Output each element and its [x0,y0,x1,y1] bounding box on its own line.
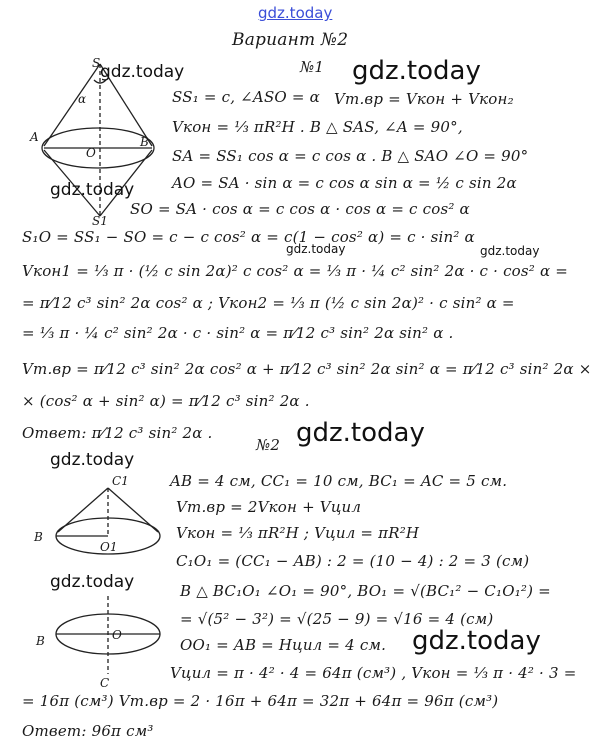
p2-line-7: OO₁ = AB = Hцил = 4 см. [180,636,387,654]
p1-line-3: Vкон = ⅓ πR²H . В △ SAS, ∠A = 90°, [172,118,463,136]
watermark: gdz.today [100,62,185,82]
p1-line-2: Vт.вр = Vкон + Vкон₂ [334,90,514,108]
problem1-number: №1 [300,58,325,76]
watermark: gdz.today [50,450,135,470]
p1-line-8: Vкон1 = ⅓ π · (½ c sin 2α)² c cos² α = ⅓ π · ¼ c² sin² 2α · c · cos² α = [22,262,569,280]
problem2-figure-1 [38,480,178,570]
label-b-fig2: B [36,634,45,648]
p2-line-1: AB = 4 см, CC₁ = 10 см, BC₁ = AC = 5 см. [170,472,508,490]
watermark: gdz.today [480,244,540,258]
label-c1: C1 [112,474,129,488]
problem2-number: №2 [256,436,281,454]
label-o-fig2: O [112,628,122,642]
label-b-fig1: B [34,530,43,544]
label-o1: O1 [100,540,118,554]
watermark: gdz.today [296,418,425,448]
p2-line-2: Vт.вр = 2Vкон + Vцил [176,498,362,516]
watermark: gdz.today [50,572,135,592]
p2-line-4: C₁O₁ = (CC₁ − AB) : 2 = (10 − 4) : 2 = 3 (см) [176,552,530,570]
label-b: B [140,135,149,149]
site-header-link[interactable]: gdz.today [258,4,333,22]
label-angle: α [78,92,87,106]
p1-line-5: AO = SA · sin α = c cos α sin α = ½ c sin 2α [172,174,517,192]
label-a: A [30,130,39,144]
p1-line-6: SO = SA · cos α = c cos α · cos α = c cos² α [130,200,470,218]
problem2-figure-2 [44,592,174,682]
p2-line-6: = √(5² − 3²) = √(25 − 9) = √16 = 4 (см) [180,610,494,628]
p1-line-11: Vт.вр = π⁄12 c³ sin² 2α cos² α + π⁄12 c³ sin² 2α sin² α = π⁄12 c³ sin² 2α × [22,360,592,378]
p1-line-12: × (cos² α + sin² α) = π⁄12 c³ sin² 2α . [22,392,310,410]
label-o: O [86,146,96,160]
p1-line-1: SS₁ = c, ∠ASO = α [172,88,320,106]
p2-answer: Ответ: 96π см³ [22,722,154,740]
cone-generatrix-left [44,64,100,146]
watermark: gdz.today [286,242,346,256]
p2-line-5: В △ BC₁O₁ ∠O₁ = 90°, BO₁ = √(BC₁² − C₁O₁²) = [180,582,551,600]
label-s1: S1 [92,214,108,228]
watermark: gdz.today [412,626,541,656]
p2-line-3: Vкон = ⅓ πR²H ; Vцил = πR²H [176,524,420,542]
label-c: C [100,676,110,690]
p1-line-4: SA = SS₁ cos α = c cos α . В △ SAO ∠O = 90° [172,147,529,165]
label-apex: S [92,56,101,70]
p1-line-10: = ⅓ π · ¼ c² sin² 2α · c · sin² α = π⁄12 c³ sin² 2α sin² α . [22,324,454,342]
variant-title: Вариант №2 [232,30,349,50]
p2-line-9: = 16π (см³) Vт.вр = 2 · 16π + 64π = 32π + 64π = 96π (см³) [22,692,499,710]
p1-line-9: = π⁄12 c³ sin² 2α cos² α ; Vкон2 = ⅓ π (½ c sin 2α)² · c sin² α = [22,294,515,312]
watermark: gdz.today [352,56,481,86]
watermark: gdz.today [50,180,135,200]
p1-line-7: S₁O = SS₁ − SO = c − c cos² α = c(1 − cos² α) = c · sin² α [22,228,475,246]
p2-line-8: Vцил = π · 4² · 4 = 64π (см³) , Vкон = ⅓ π · 4² · 3 = [170,664,577,682]
p1-answer: Ответ: π⁄12 c³ sin² 2α . [22,424,213,442]
